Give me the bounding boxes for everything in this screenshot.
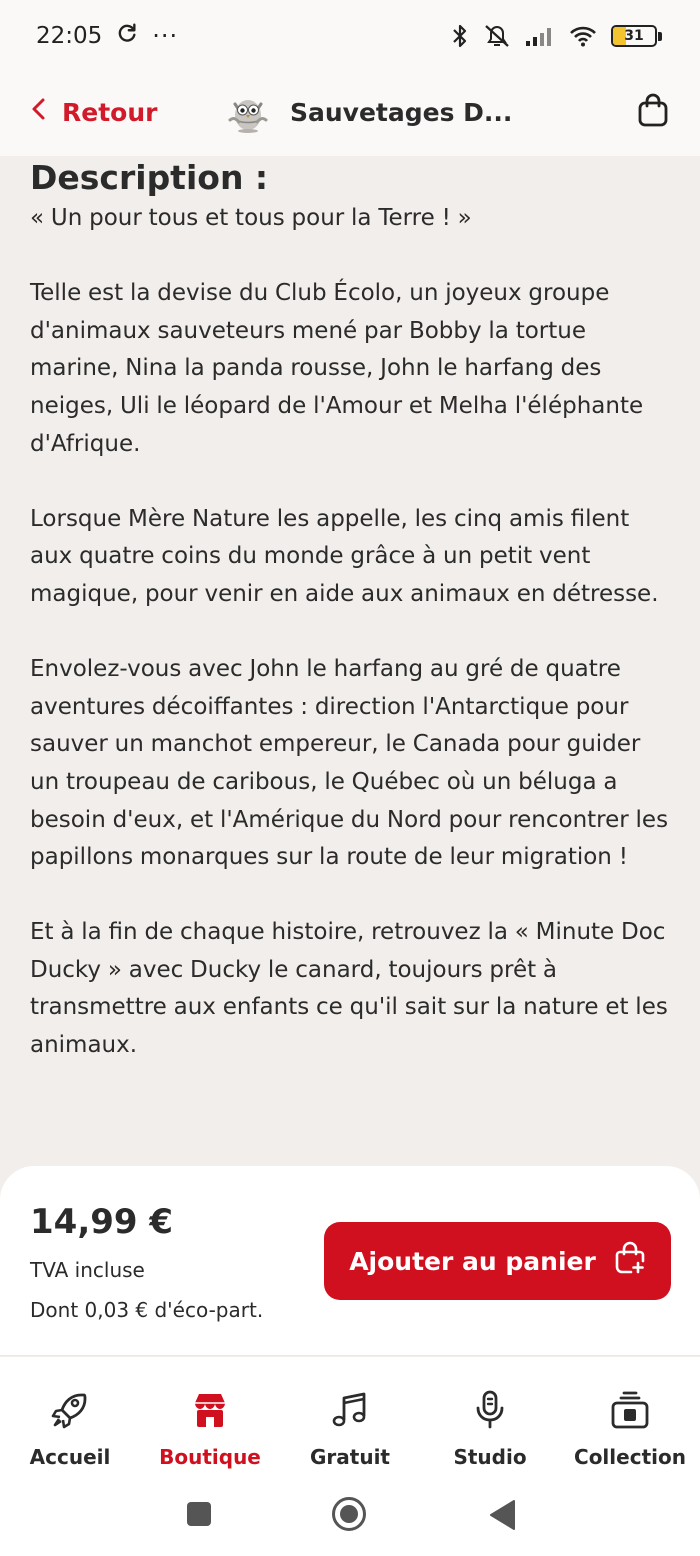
- price: 14,99 €: [30, 1202, 174, 1242]
- nav-label: Boutique: [159, 1445, 261, 1469]
- system-back-button[interactable]: [488, 1499, 516, 1535]
- description-paragraph: Telle est la devise du Club Écolo, un joyeux groupe d'animaux sauveteurs mené par Bobby la tortue marine, Nina la panda rousse, John le harfang des neiges, Uli le léopard de l'Amour et Melha l'éléphante d'Afrique.: [30, 280, 644, 457]
- description-tagline: « Un pour tous et tous pour la Terre ! »: [30, 205, 472, 231]
- status-bar: [0, 0, 700, 72]
- battery-indicator: [611, 25, 662, 47]
- header-title-group: [226, 82, 512, 142]
- more-notifications-icon: ···: [152, 22, 179, 50]
- nav-item-collection[interactable]: [560, 1357, 700, 1475]
- eco-participation-note: Dont 0,03 € d'éco-part.: [30, 1298, 264, 1322]
- home-button[interactable]: [331, 1496, 367, 1536]
- home-circle-icon: [331, 1517, 367, 1536]
- signal-icon: [525, 26, 555, 46]
- description-paragraph: Lorsque Mère Nature les appelle, les cinq amis filent aux quatre coins du monde grâce à un petit vent magique, pour venir en aide aux animaux en détresse.: [30, 505, 659, 607]
- nav-label: Collection: [574, 1445, 686, 1469]
- rocket-icon: [47, 1387, 93, 1433]
- nav-label: Accueil: [29, 1445, 111, 1469]
- cart-button[interactable]: [636, 84, 670, 140]
- nav-item-studio[interactable]: [420, 1357, 560, 1475]
- description-section: [30, 156, 675, 1065]
- silent-mode-icon: [483, 23, 511, 49]
- collection-box-icon: [607, 1387, 653, 1433]
- battery-level: 31: [624, 28, 644, 44]
- purchase-panel: [0, 1166, 700, 1356]
- bottom-nav: [0, 1357, 700, 1475]
- add-to-cart-button[interactable]: [324, 1222, 671, 1300]
- wifi-icon: [569, 25, 597, 47]
- back-label: Retour: [62, 97, 158, 127]
- bag-plus-icon: [614, 1241, 646, 1281]
- nav-label: Studio: [453, 1445, 527, 1469]
- sync-icon: [116, 22, 138, 50]
- chevron-left-icon: [30, 97, 46, 127]
- nav-item-boutique[interactable]: [140, 1357, 280, 1475]
- app-header: [0, 72, 700, 156]
- recents-button[interactable]: [186, 1501, 212, 1531]
- system-nav-bar: [0, 1475, 700, 1556]
- status-time: 22:05: [36, 23, 103, 49]
- bluetooth-icon: [451, 23, 469, 49]
- page-title: Sauvetages D...: [290, 97, 513, 127]
- nav-item-accueil[interactable]: [0, 1357, 140, 1475]
- status-right: [451, 23, 662, 49]
- description-paragraph: Et à la fin de chaque histoire, retrouvez la « Minute Doc Ducky » avec Ducky le canard, toujours prêt à transmettre aux enfants ce qu'il sait sur la nature et les animaux.: [30, 919, 668, 1059]
- nav-label: Gratuit: [310, 1445, 390, 1469]
- description-paragraph: Envolez-vous avec John le harfang au gré de quatre aventures décoiffantes : direction l'Antarctique pour sauver un manchot empereur, le Canada pour guider un troupeau de caribous, le Québec où un béluga a besoin d'eux, et l'Amérique du Nord pour rencontrer les papillons monarques sur la route de leur migration !: [30, 656, 669, 871]
- square-icon: [186, 1512, 212, 1531]
- shopping-bag-icon: [637, 92, 669, 132]
- add-to-cart-label: Ajouter au panier: [349, 1246, 596, 1276]
- microphone-icon: [467, 1387, 513, 1433]
- owl-icon: [226, 90, 270, 134]
- tax-note: TVA incluse: [30, 1258, 145, 1282]
- status-left: [36, 22, 178, 50]
- nav-item-gratuit[interactable]: [280, 1357, 420, 1475]
- music-note-icon: [327, 1387, 373, 1433]
- shop-icon: [187, 1387, 233, 1433]
- back-button[interactable]: [30, 84, 157, 140]
- triangle-back-icon: [488, 1516, 516, 1535]
- description-heading: Description :: [30, 158, 269, 197]
